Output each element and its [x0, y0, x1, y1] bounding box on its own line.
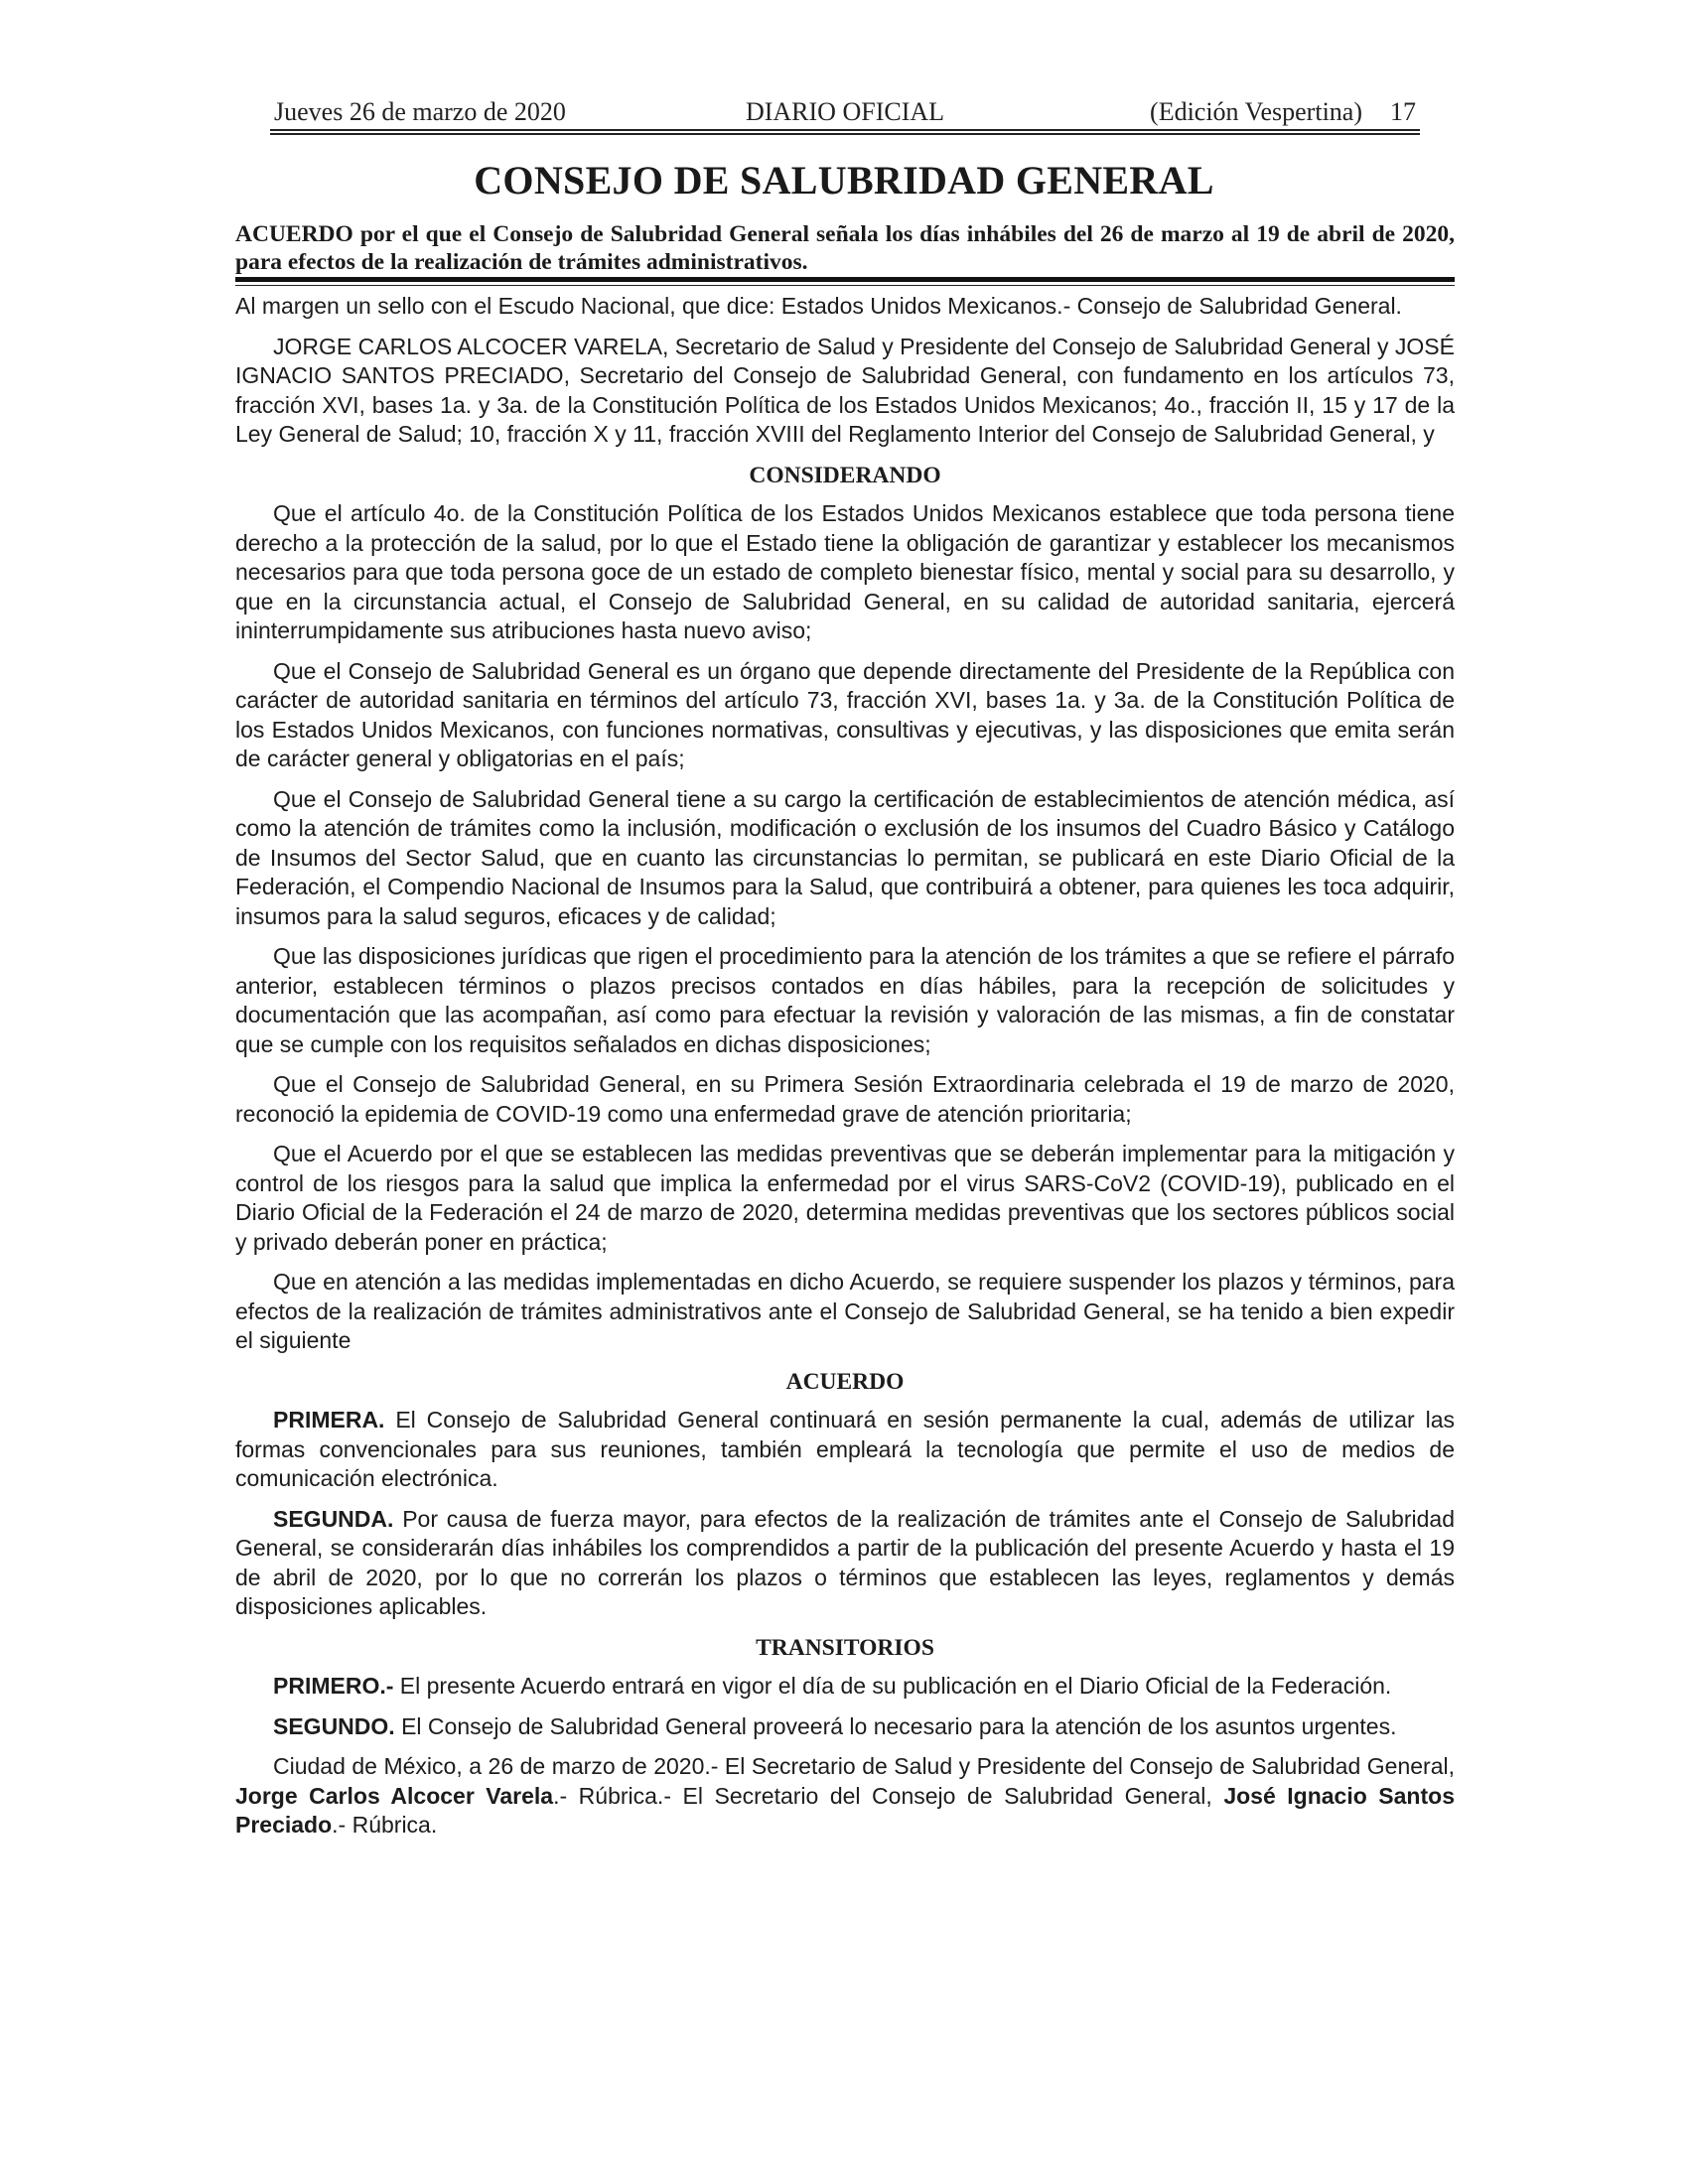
document-summary: ACUERDO por el que el Consejo de Salubridad General señala los días inhábiles del 26 de marzo al 19 de abril de 2020, para efectos de la realización de trámites administrativos. [235, 221, 1455, 275]
transitorio-article [235, 1672, 1455, 1702]
header-date: Jueves 26 de marzo de 2020 [274, 97, 566, 126]
signer-name: José Ignacio Santos Preciado [235, 1782, 1455, 1838]
header-page-number: 17 [1390, 97, 1416, 126]
article-label: SEGUNDA. [273, 1505, 394, 1532]
header-publication: DIARIO OFICIAL [745, 97, 945, 126]
article-label: PRIMERA. [273, 1407, 385, 1433]
acuerdo-article [235, 1406, 1455, 1494]
header-rule-top [270, 129, 1420, 131]
signer-name: Jorge Carlos Alcocer Varela [235, 1782, 554, 1809]
considerando-paragraph: Que el Consejo de Salubridad General, en su Primera Sesión Extraordinaria celebrada el 19 de marzo de 2020, reconoció la epidemia de COVID-19 como una enfermedad grave de atención prioritaria; [235, 1071, 1455, 1127]
header-edition: (Edición Vespertina) [1150, 97, 1362, 126]
considerando-paragraph: Que en atención a las medidas implementadas en dicho Acuerdo, se requiere suspender los plazos y términos, para efectos de la realización de trámites administrativos ante el Consejo de Salubridad General, se ha tenido a bien expedir el siguiente [235, 1269, 1455, 1353]
article-text: El Consejo de Salubridad General proveerá lo necesario para la atención de los asuntos urgentes. [394, 1712, 1397, 1739]
running-header [270, 97, 1420, 137]
article-label: PRIMERO.- [273, 1673, 394, 1699]
document-body [235, 292, 1455, 1851]
closing-paragraph [235, 1752, 1455, 1841]
section-title: CONSEJO DE SALUBRIDAD GENERAL [474, 158, 1214, 203]
seal-paragraph: Al margen un sello con el Escudo Nacional, que dice: Estados Unidos Mexicanos.- Consejo de Salubridad General. [235, 293, 1402, 319]
article-label: SEGUNDO. [273, 1712, 395, 1739]
header-edition-group [1150, 97, 1416, 127]
considerando-paragraph: Que el artículo 4o. de la Constitución Política de los Estados Unidos Mexicanos establece que toda persona tiene derecho a la protección de la salud, por lo que el Estado tiene la obligación de garantizar y establecer los mecanismos necesarios para que toda persona goce de un estado de completo bienestar físico, mental y social para su desarrollo, y que en la circunstancia actual, el Consejo de Salubridad General, en su calidad de autoridad sanitaria, ejercerá ininterrumpidamente sus atribuciones hasta nuevo aviso; [235, 500, 1455, 643]
article-text: El presente Acuerdo entrará en vigor el día de su publicación en el Diario Oficial de la Federación. [393, 1673, 1392, 1699]
closing-text: .- Rúbrica. [332, 1812, 438, 1838]
considerando-heading: CONSIDERANDO [749, 462, 941, 488]
authority-paragraph: JORGE CARLOS ALCOCER VARELA, Secretario de Salud y Presidente del Consejo de Salubridad General y JOSÉ IGNACIO SANTOS PRECIADO, Secretario del Consejo de Salubridad General, con fundamento en los artículos 73, fracción XVI, bases 1a. y 3a. de la Constitución Política de los Estados Unidos Mexicanos; 4o., fracción II, 15 y 17 de la Ley General de Salud; 10, fracción X y 11, fracción XVIII del Reglamento Interior del Consejo de Salubridad General, y [235, 333, 1455, 447]
closing-text: Ciudad de México, a 26 de marzo de 2020.- El Secretario de Salud y Presidente del Consejo de Salubridad General, [273, 1753, 1455, 1779]
considerando-paragraph: Que el Consejo de Salubridad General tiene a su cargo la certificación de establecimientos de atención médica, así como la atención de trámites como la inclusión, modificación o exclusión de los insumos del Cuadro Básico y Catálogo de Insumos del Sector Salud, que en cuanto las circunstancias lo permitan, se publicará en este Diario Oficial de la Federación, el Compendio Nacional de Insumos para la Salud, que contribuirá a obtener, para quienes les toca adquirir, insumos para la salud seguros, eficaces y de calidad; [235, 785, 1455, 929]
acuerdo-heading: ACUERDO [785, 1368, 905, 1395]
considerando-paragraph: Que el Acuerdo por el que se establecen las medidas preventivas que se deberán implementar para la mitigación y control de los riesgos para la salud que implica la enfermedad por el virus SARS-CoV2 (COVID-19), publicado en el Diario Oficial de la Federación el 24 de marzo de 2020, determina medidas preventivas que los sectores públicos social y privado deberán poner en práctica; [235, 1141, 1455, 1255]
acuerdo-article [235, 1505, 1455, 1622]
considerando-paragraph: Que las disposiciones jurídicas que rigen el procedimiento para la atención de los trámites a que se refiere el párrafo anterior, establecen términos o plazos precisos contados en días hábiles, para la recepción de solicitudes y documentación que las acompañan, así como para efectuar la revisión y valoración de las mismas, a fin de constatar que se cumple con los requisitos señalados en dichas disposiciones; [235, 943, 1455, 1057]
summary-rule [235, 277, 1455, 282]
considerando-paragraph: Que el Consejo de Salubridad General es un órgano que depende directamente del Presidente de la República con carácter de autoridad sanitaria en términos del artículo 73, fracción XVI, bases 1a. y 3a. de la Constitución Política de los Estados Unidos Mexicanos, con funciones normativas, consultivas y ejecutivas, y las disposiciones que emita serán de carácter general y obligatorias en el país; [235, 657, 1455, 771]
summary-rule-thin [235, 285, 1455, 286]
header-rule-bottom [270, 133, 1420, 135]
article-text: Por causa de fuerza mayor, para efectos de la realización de trámites ante el Consejo de Salubridad General, se considerarán días inhábiles los comprendidos a partir de la publicación del presente Acuerdo y hasta el 19 de abril de 2020, por lo que no correrán los plazos o términos que establecen las leyes, reglamentos y demás disposiciones aplicables. [235, 1505, 1455, 1619]
transitorios-heading: TRANSITORIOS [756, 1634, 934, 1661]
article-text: El Consejo de Salubridad General continuará en sesión permanente la cual, además de utilizar las formas convencionales para sus reuniones, también empleará la tecnología que permite el uso de medios de comunicación electrónica. [235, 1407, 1455, 1491]
closing-text: .- Rúbrica.- El Secretario del Consejo de Salubridad General, [553, 1782, 1224, 1809]
transitorio-article [235, 1712, 1455, 1742]
